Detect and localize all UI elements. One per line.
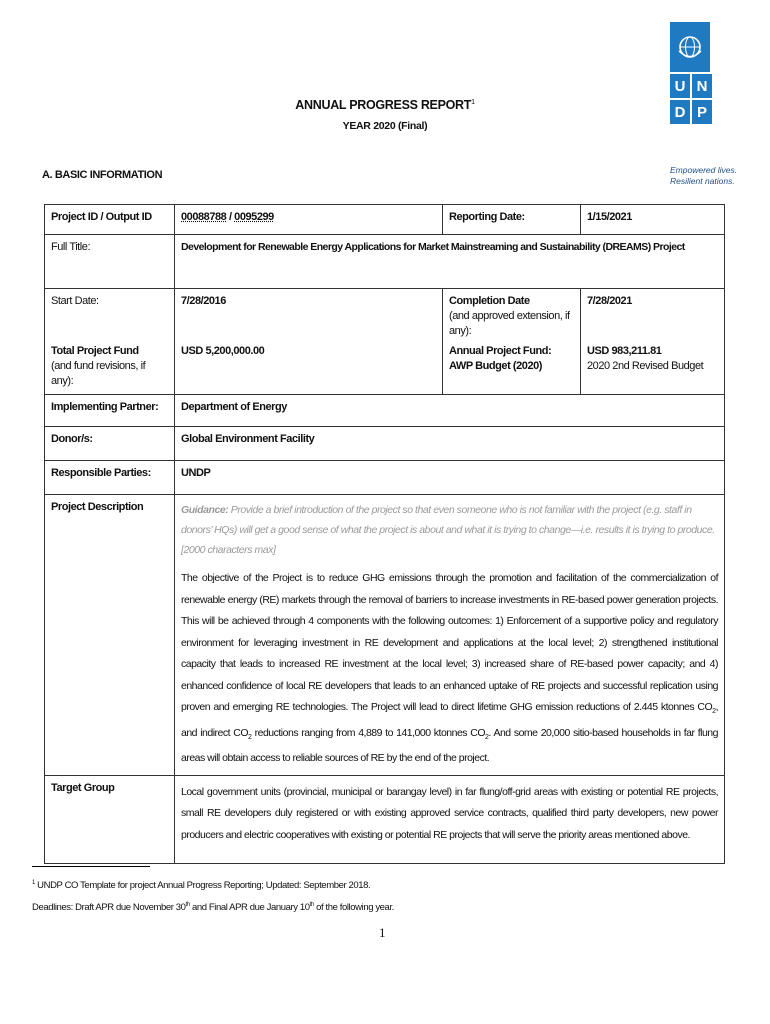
responsible-parties-value: UNDP: [175, 461, 725, 495]
logo-letter-u: U: [670, 74, 690, 98]
co2-subscript: 2: [248, 733, 252, 741]
footnote-1-text: UNDP CO Template for project Annual Progress Reporting; Updated: September 2018.: [34, 880, 371, 892]
tagline-line-1: Empowered lives.: [670, 165, 738, 175]
deadline-part-2: and Final APR due January 10: [189, 902, 310, 914]
full-title-value: Development for Renewable Energy Applications for Market Mainstreaming and Sustainability (DREAMS) Project: [175, 235, 725, 289]
project-description-cell: [175, 495, 725, 776]
un-emblem-icon: [670, 22, 710, 72]
target-group-cell: [175, 775, 725, 863]
deadline-part-3: of the following year.: [313, 902, 394, 914]
report-subtitle: YEAR 2020 (Final): [342, 120, 428, 132]
start-date-value: 7/28/2016: [175, 289, 443, 345]
page-number: 1: [379, 925, 386, 940]
footnote-deadlines: [32, 902, 394, 913]
logo-tagline: [670, 165, 750, 187]
target-group-text: Local government units (provincial, municipal or barangay level) in far flung/off-grid areas with existing or potential RE projects, small RE developers duly registered or with existing approved service contracts, qualified third party developers, new power producers and electric cooperatives with existing or potential RE projects that will serve the priority areas mentioned above.: [181, 785, 718, 841]
annual-fund-cell: [443, 344, 581, 395]
total-fund-label: Total Project Fund: [51, 345, 139, 357]
completion-date-note: (and approved extension, if any):: [449, 310, 570, 337]
co2-subscript: 2: [485, 733, 489, 741]
basic-info-table: [44, 204, 725, 864]
project-description-label: Project Description: [45, 495, 175, 776]
start-date-label: Start Date:: [45, 289, 175, 345]
full-title-label: Full Title:: [45, 235, 175, 289]
total-fund-cell: [45, 344, 175, 395]
guidance-text: [181, 500, 718, 560]
project-id: 00088788: [181, 211, 227, 223]
logo-letter-n: N: [692, 74, 712, 98]
implementing-partner-value: Department of Energy: [175, 395, 725, 427]
project-id-separator: /: [226, 211, 235, 223]
description-part-3: reductions ranging from 4,889 to 141,000 ktonnes CO: [251, 726, 485, 739]
title-footnote-mark: 1: [471, 98, 475, 106]
logo-letter-d: D: [670, 100, 690, 124]
guidance-label: Guidance:: [181, 504, 229, 516]
reporting-date-label: Reporting Date:: [443, 205, 581, 235]
footnote-1: [32, 880, 370, 891]
tagline-line-2: Resilient nations.: [670, 176, 735, 186]
footnote-separator: [32, 866, 150, 867]
footnote-1-mark: 1: [32, 880, 35, 886]
completion-date-cell: [443, 289, 581, 345]
donors-value: Global Environment Facility: [175, 427, 725, 461]
annual-fund-value: USD 983,211.81: [587, 345, 662, 357]
ordinal-suffix: th: [185, 902, 190, 908]
target-group-label: Target Group: [45, 775, 175, 863]
report-title: [0, 98, 770, 112]
implementing-partner-label: Implementing Partner:: [45, 395, 175, 427]
completion-date-label: Completion Date: [449, 295, 530, 307]
annual-fund-note: 2020 2nd Revised Budget: [587, 360, 704, 372]
completion-date-value: 7/28/2021: [581, 289, 725, 345]
project-description-text: [181, 568, 718, 770]
responsible-parties-label: Responsible Parties:: [45, 461, 175, 495]
reporting-date-value: 1/15/2021: [581, 205, 725, 235]
section-heading: A. BASIC INFORMATION: [42, 169, 163, 181]
total-fund-value: USD 5,200,000.00: [175, 344, 443, 395]
title-text: ANNUAL PROGRESS REPORT: [295, 98, 472, 112]
total-fund-note: (and fund revisions, if any):: [51, 360, 146, 387]
description-part-4: . And some 20,000 sitio-based households in far flung areas will obtain access to reliable sources of RE by the end of the project.: [181, 726, 718, 765]
description-part-2: , and indirect CO: [181, 701, 718, 739]
annual-fund-label: Annual Project Fund:: [449, 345, 552, 357]
logo-letter-p: P: [692, 100, 712, 124]
deadline-part-1: Deadlines: Draft APR due November 30: [32, 902, 186, 914]
annual-fund-cell-value: [581, 344, 725, 395]
co2-subscript: 2: [712, 708, 716, 716]
ordinal-suffix: th: [309, 902, 314, 908]
guidance-body: Provide a brief introduction of the project so that even someone who is not familiar with the project (e.g. staff in donors’ HQs) will get a good sense of what the project is about and what it is trying to change—i.e. results it is trying to produce. [2000 characters max]: [181, 504, 715, 556]
description-part-1: The objective of the Project is to reduce GHG emissions through the promotion and facilitation of the commercialization of renewable energy (RE) markets through the removal of barriers to increase investments in RE-based power generation projects. This will be achieved through 4 components with the following outcomes: 1) Enforcement of a supportive policy and regulatory environment for leveraging investment in RE development and applications at the local level; 2) strengthened institutional capacity that leads to increased RE investment at the local level; 3) increased share of RE-based power capacity; and 4) enhanced confidence of local RE developers that leads to an enhanced uptake of RE projects and successful replication using proven and emerging RE technologies. The Project will lead to direct lifetime GHG emission reductions of 2.445 ktonnes CO: [181, 572, 718, 713]
donors-label: Donor/s:: [45, 427, 175, 461]
awp-budget-label: AWP Budget (2020): [449, 360, 542, 372]
output-id: 0095299: [234, 211, 274, 223]
project-id-label: Project ID / Output ID: [45, 205, 175, 235]
project-id-value: [175, 205, 443, 235]
